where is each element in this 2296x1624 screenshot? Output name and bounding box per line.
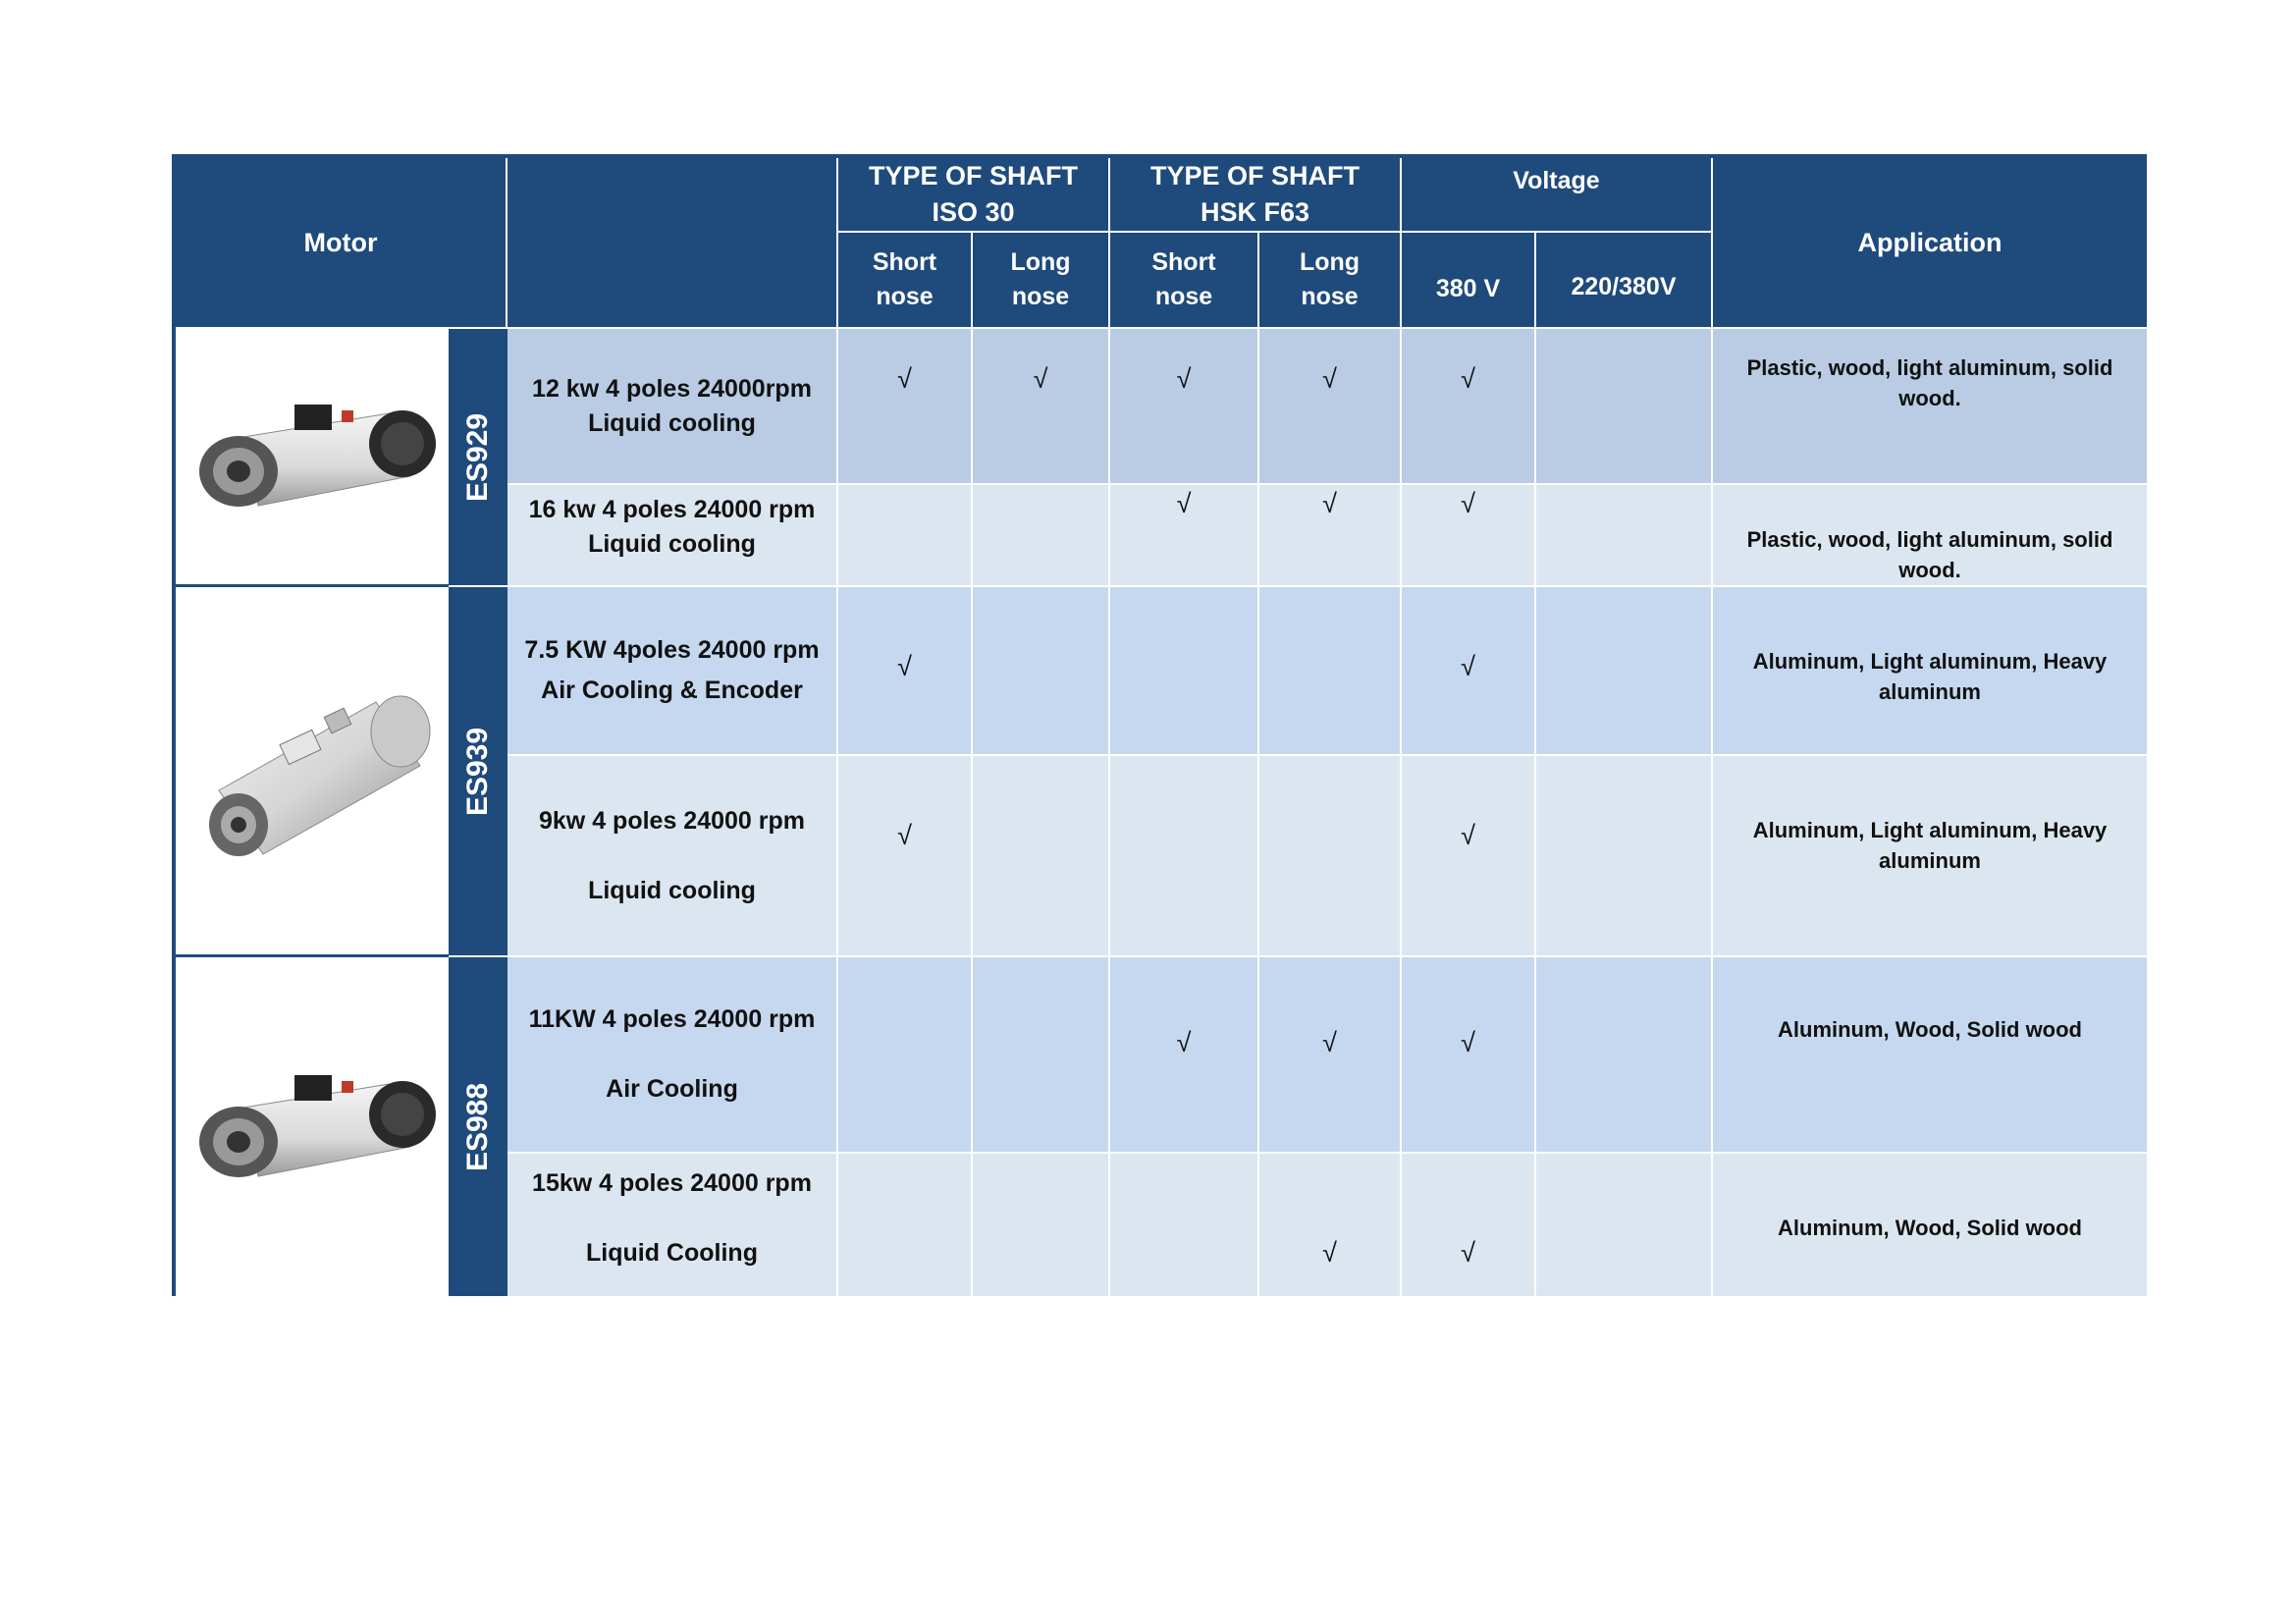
check-cell-hsk-long	[1259, 485, 1402, 587]
cooling-line: Air Cooling & Encoder	[541, 677, 803, 704]
application-text: Aluminum, Wood, Solid wood	[1778, 1017, 2082, 1042]
check-cell-hsk-long	[1259, 587, 1402, 756]
check-mark-icon: √	[1176, 364, 1192, 394]
header-220-380v: 220/380V	[1536, 233, 1713, 329]
check-cell-iso-long	[973, 485, 1110, 587]
application-cell	[1713, 1154, 2147, 1296]
application-cell	[1713, 756, 2147, 957]
header-380v: 380 V	[1402, 233, 1536, 329]
header-shaft-iso30	[838, 158, 1110, 233]
spec-table	[172, 154, 2147, 1296]
check-cell-iso-short	[838, 587, 973, 756]
header-iso-long-nose: Long nose	[973, 233, 1110, 329]
check-mark-icon: √	[1322, 364, 1337, 394]
cooling-line: Liquid cooling	[588, 408, 756, 437]
check-cell-iso-short	[838, 329, 973, 485]
check-cell-iso-short	[838, 485, 973, 587]
check-mark-icon: √	[1461, 1238, 1475, 1268]
check-cell-v220-380	[1536, 756, 1713, 957]
motor-spec-line: 7.5 KW 4poles 24000 rpm	[524, 636, 820, 664]
check-cell-hsk-short	[1110, 756, 1259, 957]
check-mark-icon: √	[1033, 364, 1048, 394]
check-cell-v380	[1402, 329, 1536, 485]
header-motor: Motor	[176, 158, 507, 329]
cooling-line: Liquid cooling	[588, 530, 756, 558]
cooling-line: Liquid Cooling	[586, 1238, 758, 1267]
model-label: ES939	[461, 727, 495, 816]
check-cell-iso-short	[838, 957, 973, 1154]
cooling-line: Liquid cooling	[588, 876, 756, 904]
application-cell	[1713, 485, 2147, 587]
check-mark-icon: √	[897, 364, 912, 394]
check-cell-v380	[1402, 1154, 1536, 1296]
header-hsk-long-nose: Long nose	[1259, 233, 1402, 329]
spindle-motor-icon	[189, 673, 435, 869]
motor-description-cell	[507, 756, 838, 957]
check-cell-hsk-long	[1259, 957, 1402, 1154]
check-mark-icon: √	[1461, 821, 1475, 850]
header-iso-short-nose: Short nose	[838, 233, 973, 329]
header-voltage: Voltage	[1402, 158, 1713, 233]
header-description	[507, 158, 838, 329]
model-strip-es988	[449, 957, 507, 1296]
check-cell-v380	[1402, 485, 1536, 587]
motor-spec-line: 15kw 4 poles 24000 rpm	[532, 1168, 812, 1197]
check-cell-v380	[1402, 587, 1536, 756]
application-text: Aluminum, Light aluminum, Heavy aluminum	[1752, 818, 2108, 873]
application-cell	[1713, 957, 2147, 1154]
check-cell-v220-380	[1536, 587, 1713, 756]
header-application: Application	[1713, 158, 2147, 329]
check-mark-icon: √	[1461, 364, 1475, 394]
application-text: Plastic, wood, light aluminum, solid wood.	[1746, 355, 2113, 410]
check-cell-iso-long	[973, 587, 1110, 756]
check-cell-iso-long	[973, 957, 1110, 1154]
check-cell-hsk-short	[1110, 957, 1259, 1154]
check-cell-hsk-long	[1259, 756, 1402, 957]
model-label: ES988	[461, 1082, 495, 1171]
header-hsk-short-nose: Short nose	[1110, 233, 1259, 329]
application-text: Aluminum, Wood, Solid wood	[1778, 1216, 2082, 1240]
motor-image-es939	[176, 587, 449, 957]
check-mark-icon: √	[1176, 489, 1192, 518]
header-shaft-hskf63	[1110, 158, 1402, 233]
motor-image-es929	[176, 329, 449, 587]
shaft-iso-line2: ISO 30	[932, 197, 1015, 227]
spindle-motor-icon	[185, 1054, 440, 1201]
application-text: Aluminum, Light aluminum, Heavy aluminum	[1752, 649, 2108, 704]
shaft-hsk-line2: HSK F63	[1200, 197, 1310, 227]
check-cell-v380	[1402, 756, 1536, 957]
check-cell-hsk-short	[1110, 485, 1259, 587]
check-mark-icon: √	[1176, 1028, 1192, 1057]
check-cell-v220-380	[1536, 957, 1713, 1154]
check-mark-icon: √	[897, 652, 912, 681]
check-cell-v220-380	[1536, 329, 1713, 485]
check-cell-v380	[1402, 957, 1536, 1154]
model-strip-es939	[449, 587, 507, 957]
check-cell-iso-long	[973, 329, 1110, 485]
check-mark-icon: √	[1461, 489, 1475, 518]
check-mark-icon: √	[897, 821, 912, 850]
motor-spec-line: 11KW 4 poles 24000 rpm	[528, 1005, 816, 1033]
check-cell-hsk-long	[1259, 329, 1402, 485]
motor-description-cell	[507, 485, 838, 587]
check-mark-icon: √	[1461, 652, 1475, 681]
application-cell	[1713, 587, 2147, 756]
check-cell-v220-380	[1536, 485, 1713, 587]
check-cell-iso-long	[973, 1154, 1110, 1296]
check-mark-icon: √	[1322, 489, 1337, 518]
shaft-hsk-line1: TYPE OF SHAFT	[1149, 161, 1360, 190]
motor-description-cell	[507, 329, 838, 485]
check-mark-icon: √	[1322, 1028, 1337, 1057]
motor-description-cell	[507, 957, 838, 1154]
motor-spec-line: 9kw 4 poles 24000 rpm	[539, 806, 805, 835]
motor-description-cell	[507, 587, 838, 756]
check-cell-iso-short	[838, 1154, 973, 1296]
check-mark-icon: √	[1322, 1238, 1337, 1268]
application-cell	[1713, 329, 2147, 485]
spindle-motor-icon	[185, 383, 440, 530]
application-text: Plastic, wood, light aluminum, solid wood.	[1746, 527, 2113, 582]
model-label: ES929	[461, 412, 495, 502]
check-cell-hsk-short	[1110, 329, 1259, 485]
check-cell-v220-380	[1536, 1154, 1713, 1296]
check-cell-hsk-long	[1259, 1154, 1402, 1296]
check-cell-hsk-short	[1110, 1154, 1259, 1296]
check-mark-icon: √	[1461, 1028, 1475, 1057]
motor-description-cell	[507, 1154, 838, 1296]
motor-image-es988	[176, 957, 449, 1296]
motor-spec-line: 12 kw 4 poles 24000rpm	[532, 374, 812, 403]
model-strip-es929	[449, 329, 507, 587]
motor-spec-line: 16 kw 4 poles 24000 rpm	[528, 496, 816, 523]
shaft-iso-line1: TYPE OF SHAFT	[868, 161, 1078, 190]
check-cell-iso-long	[973, 756, 1110, 957]
cooling-line: Air Cooling	[606, 1075, 738, 1103]
check-cell-hsk-short	[1110, 587, 1259, 756]
check-cell-iso-short	[838, 756, 973, 957]
